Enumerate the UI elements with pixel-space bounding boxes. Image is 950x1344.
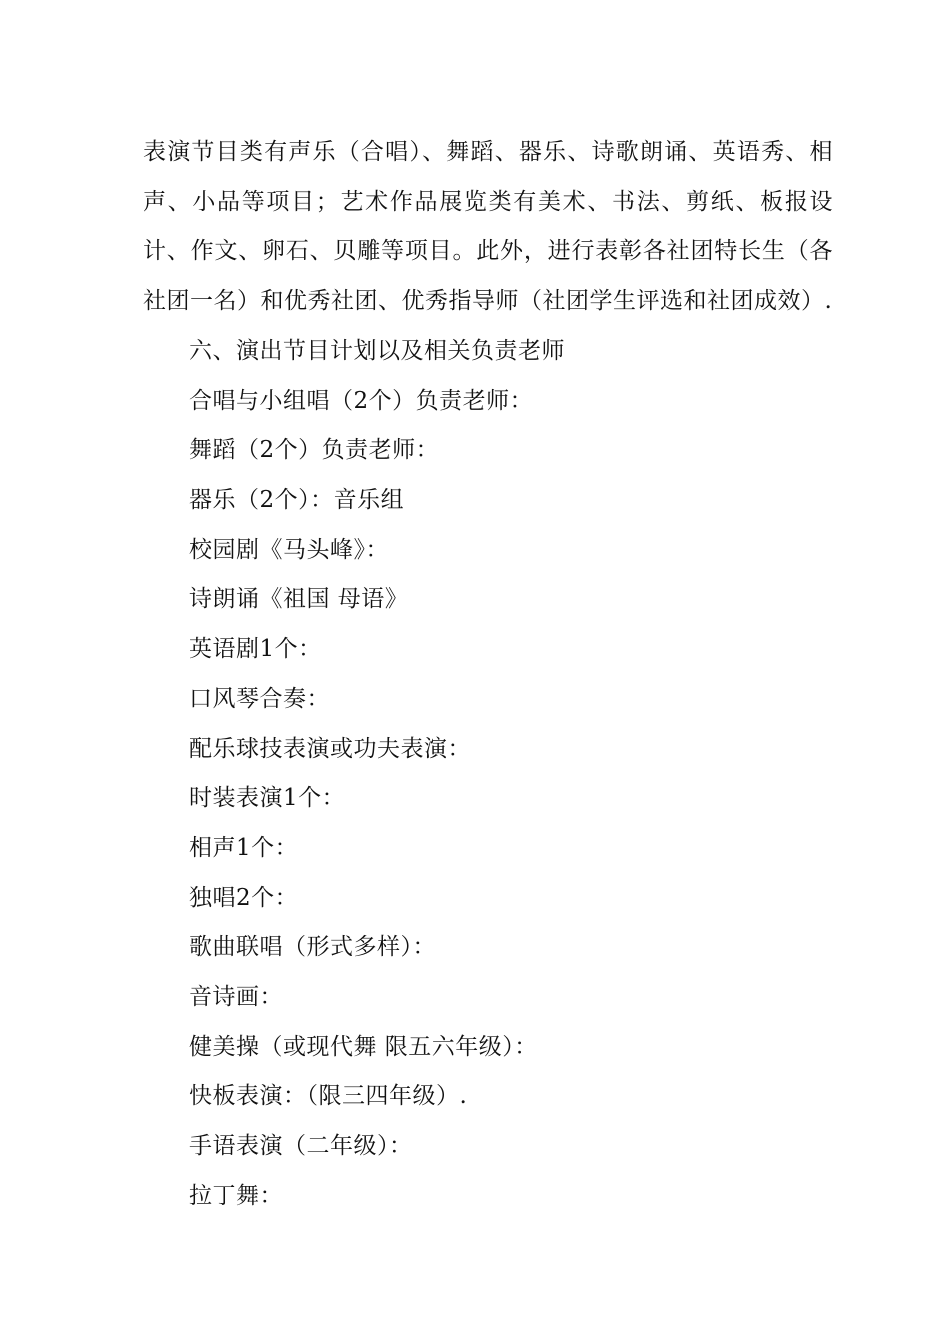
program-line-kuaiban: 快板表演：（限三四年级）. xyxy=(189,1083,468,1110)
program-line-music-poetry: 音诗画： xyxy=(189,983,283,1010)
program-line-dance: 舞蹈（2个）负责老师： xyxy=(189,437,440,464)
program-line-poetry: 诗朗诵《祖国 母语》 xyxy=(189,586,409,613)
intro-paragraph: 表演节目类有声乐（合唱）、舞蹈、器乐、诗歌朗诵、英语秀、相声、小品等项目；艺术作品展览类有美术、书法、剪纸、板报设计、作文、卵石、贝雕等项目。此外，进行表彰各社团特长生（各社团一名）和优秀社团、优秀指导师（社团学生评选和社团成效）. xyxy=(143,139,833,314)
program-line-crosstalk: 相声1个： xyxy=(189,834,299,861)
program-list xyxy=(189,327,829,1221)
program-line-campus-drama: 校园剧《马头峰》： xyxy=(189,536,389,563)
program-line-melodica: 口风琴合奏： xyxy=(189,685,330,712)
section-heading: 六、演出节目计划以及相关负责老师 xyxy=(189,338,565,364)
program-line-fashion-show: 时装表演1个： xyxy=(189,785,346,812)
program-line-solo: 独唱2个： xyxy=(189,884,299,911)
program-line-chorus: 合唱与小组唱（2个）负责老师： xyxy=(189,387,534,414)
program-line-latin-dance: 拉丁舞： xyxy=(189,1182,283,1209)
program-line-english-drama: 英语剧1个： xyxy=(189,636,322,663)
program-line-instrumental: 器乐（2个）：音乐组 xyxy=(189,487,405,514)
program-line-aerobics: 健美操（或现代舞 限五六年级）： xyxy=(189,1033,538,1060)
program-line-sign-language: 手语表演（二年级）： xyxy=(189,1133,413,1159)
program-line-ball-kungfu: 配乐球技表演或功夫表演： xyxy=(189,735,471,762)
program-line-medley: 歌曲联唱（形式多样）： xyxy=(189,934,436,961)
